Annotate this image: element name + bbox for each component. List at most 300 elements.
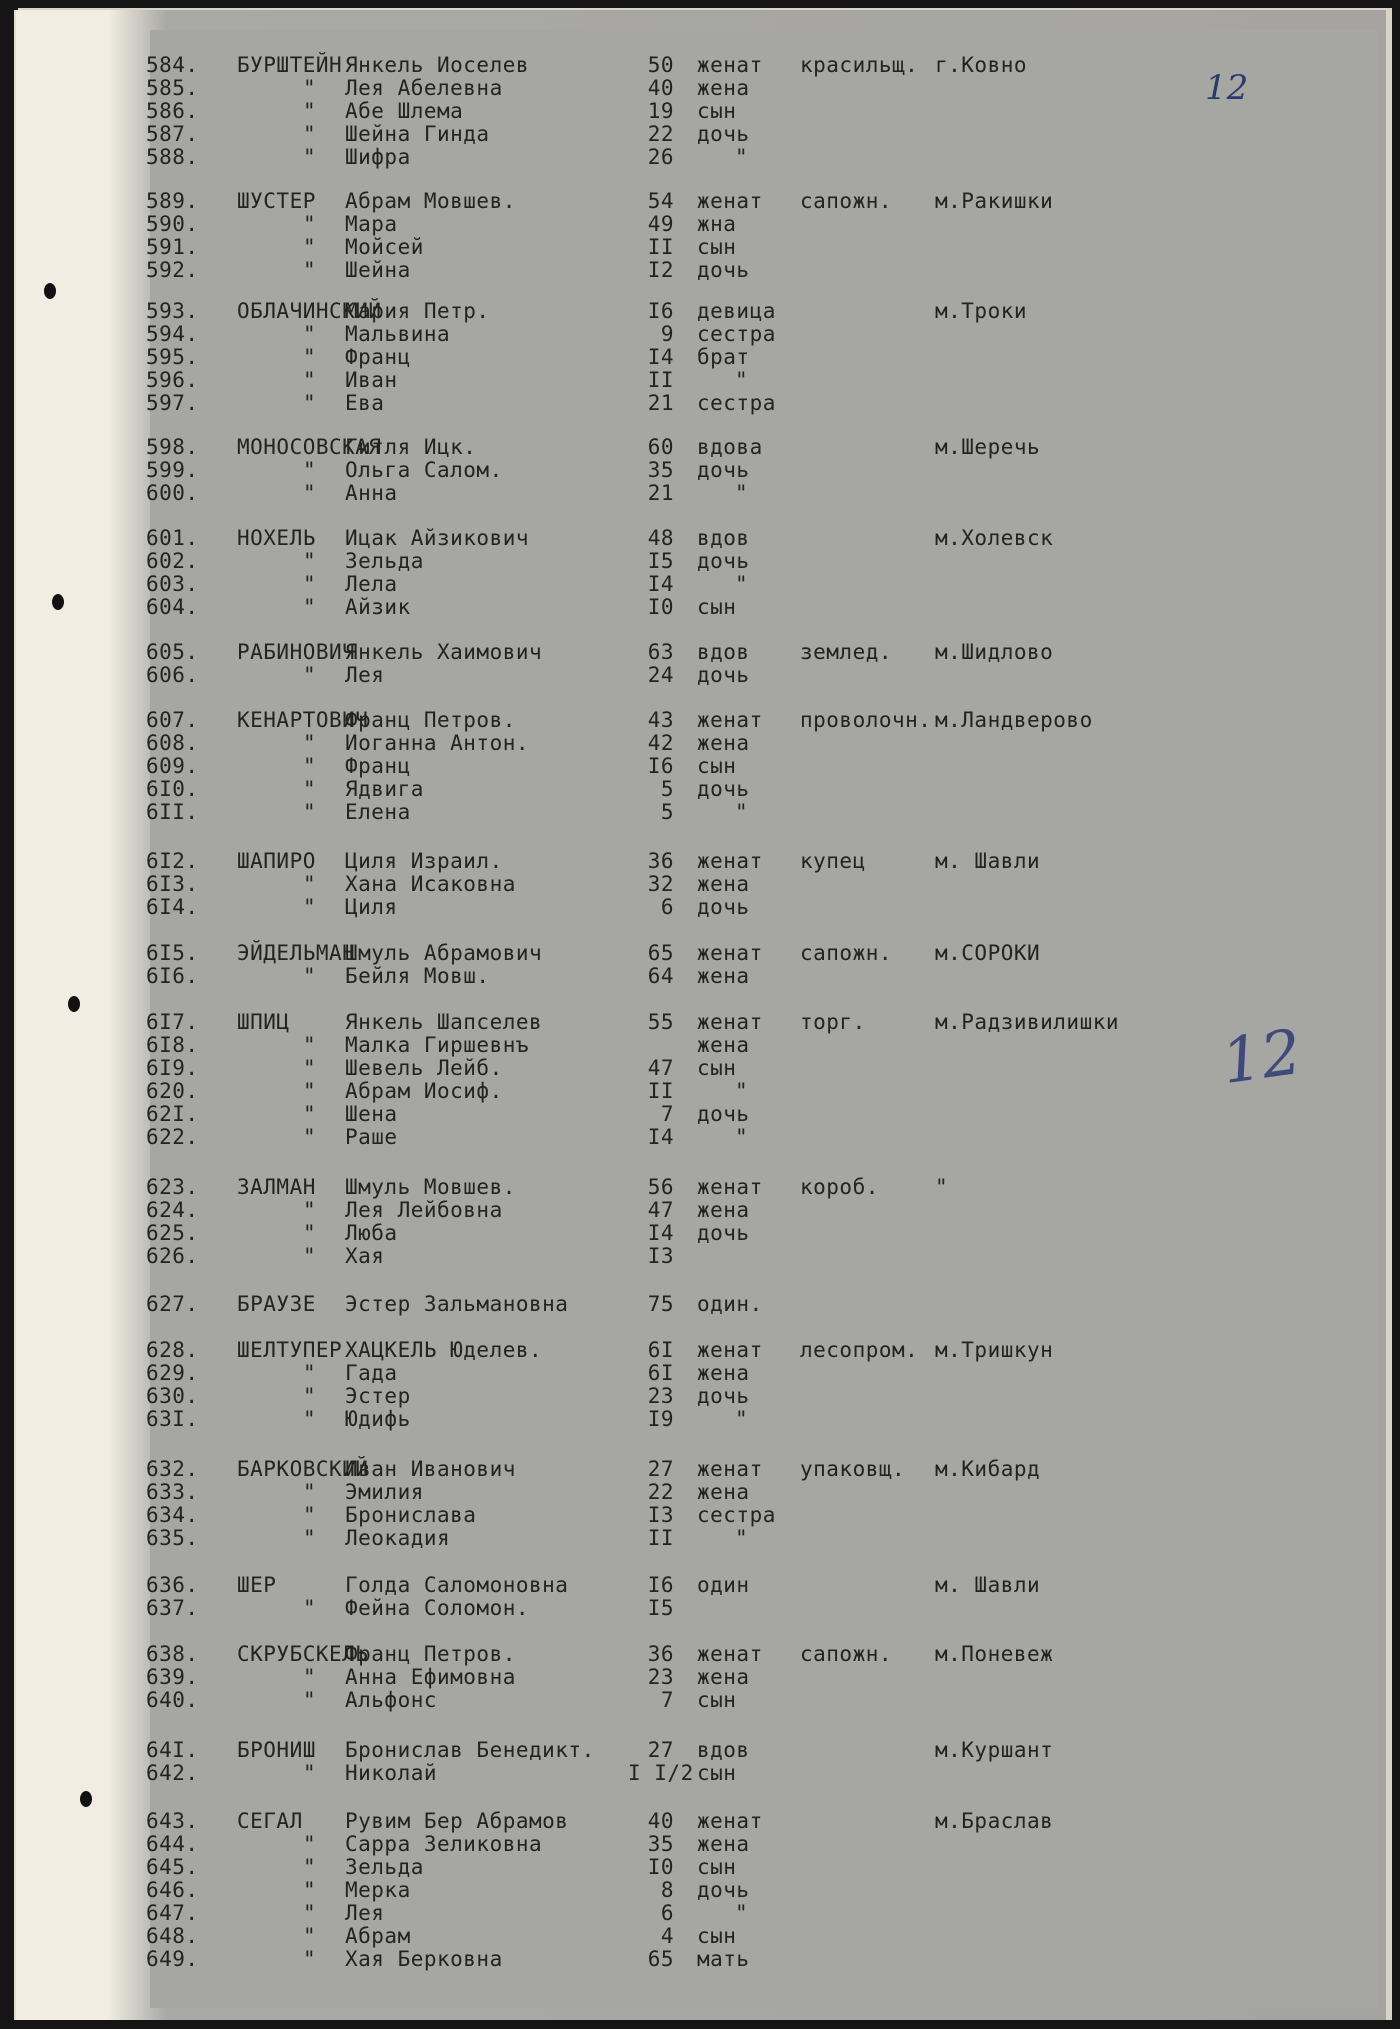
- entry-given-name: Хана Исаковна: [345, 872, 516, 896]
- entry-family-status: женат: [697, 1338, 763, 1362]
- entry-surname: ЭЙДЕЛЬМАН: [237, 941, 356, 965]
- entry-family-status: сын: [697, 1056, 737, 1080]
- register-entry: [0, 1833, 1400, 1856]
- entry-number: 633.: [146, 1480, 199, 1504]
- register-entry: [0, 1739, 1400, 1762]
- register-entry: [0, 778, 1400, 801]
- entry-age: 6I: [647, 1361, 674, 1385]
- family-group: [0, 1739, 1400, 1785]
- entry-family-status: сын: [697, 1688, 737, 1712]
- entry-family-status: дочь: [697, 122, 750, 146]
- entry-number: 605.: [146, 640, 199, 664]
- entry-number: 585.: [146, 76, 199, 100]
- entry-given-name: Шейна: [345, 258, 411, 282]
- family-group: [0, 1176, 1400, 1268]
- entry-number: 609.: [146, 754, 199, 778]
- entry-number: 601.: [146, 526, 199, 550]
- entry-family-status: мать: [697, 1947, 750, 1971]
- entry-given-name: Абе Шлема: [345, 99, 464, 123]
- entry-surname: ": [303, 731, 317, 755]
- entry-given-name: Шена: [345, 1102, 398, 1126]
- entry-occupation: упаковщ.: [800, 1457, 906, 1481]
- family-group: [0, 1458, 1400, 1550]
- entry-given-name: Елена: [345, 800, 411, 824]
- entry-surname: МОНОСОВСКАЯ: [237, 435, 382, 459]
- entry-number: 63I.: [146, 1407, 199, 1431]
- entry-number: 603.: [146, 572, 199, 596]
- entry-surname: СЕГАЛ: [237, 1809, 303, 1833]
- entry-given-name: Абрам Мовшев.: [345, 189, 516, 213]
- entry-age: II: [647, 368, 674, 392]
- entry-number: 607.: [146, 708, 199, 732]
- entry-surname: ШПИЦ: [237, 1010, 290, 1034]
- entry-age: I9: [647, 1407, 674, 1431]
- entry-number: 630.: [146, 1384, 199, 1408]
- entry-given-name: Леокадия: [345, 1526, 451, 1550]
- register-entry: [0, 1925, 1400, 1948]
- entry-family-status: дочь: [697, 458, 750, 482]
- register-entry: [0, 54, 1400, 77]
- entry-number: 6I2.: [146, 849, 199, 873]
- entry-age: I6: [647, 754, 674, 778]
- register-entry: [0, 1293, 1400, 1316]
- entry-surname: ": [303, 258, 317, 282]
- entry-given-name: Иоганна Антон.: [345, 731, 530, 755]
- entry-surname: БАРКОВСКИЙ: [237, 1457, 369, 1481]
- entry-number: 596.: [146, 368, 199, 392]
- entry-place: м.Радзивилишки: [935, 1010, 1120, 1034]
- entry-surname: ": [303, 1033, 317, 1057]
- entry-given-name: Лея: [345, 663, 385, 687]
- entry-number: 638.: [146, 1642, 199, 1666]
- entry-given-name: Шифра: [345, 145, 411, 169]
- entry-surname: ": [303, 1102, 317, 1126]
- entry-number: 6II.: [146, 800, 199, 824]
- entry-given-name: Мальвина: [345, 322, 451, 346]
- entry-age: 40: [647, 1809, 674, 1833]
- entry-surname: ": [303, 1503, 317, 1527]
- family-group: [0, 850, 1400, 919]
- entry-family-status: дочь: [697, 1878, 750, 1902]
- entry-number: 628.: [146, 1338, 199, 1362]
- entry-given-name: Анна Ефимовна: [345, 1665, 516, 1689]
- register-entry: [0, 1643, 1400, 1666]
- entry-number: 589.: [146, 189, 199, 213]
- entry-surname: ": [303, 1947, 317, 1971]
- family-group: [0, 54, 1400, 169]
- register-entry: [0, 709, 1400, 732]
- entry-age: I3: [647, 1503, 674, 1527]
- entry-given-name: Хая: [345, 1244, 385, 1268]
- entry-family-status: жена: [697, 76, 750, 100]
- entry-family-status: дочь: [697, 1102, 750, 1126]
- entry-age: 27: [647, 1738, 674, 1762]
- entry-age: I3: [647, 1244, 674, 1268]
- entry-surname: СКРУБСКЕЛЬ: [237, 1642, 369, 1666]
- register-entry: [0, 190, 1400, 213]
- family-group: [0, 1011, 1400, 1149]
- entry-given-name: Анна: [345, 481, 398, 505]
- entry-family-status: жена: [697, 1665, 750, 1689]
- entry-surname: ": [303, 663, 317, 687]
- entry-family-status: ": [735, 572, 749, 596]
- family-group: [0, 1339, 1400, 1431]
- entry-number: 598.: [146, 435, 199, 459]
- register-entry: [0, 300, 1400, 323]
- entry-age: II: [647, 1079, 674, 1103]
- entry-age: 9: [660, 322, 674, 346]
- entry-number: 595.: [146, 345, 199, 369]
- register-entry: [0, 1879, 1400, 1902]
- entry-surname: ": [303, 595, 317, 619]
- register-entry: [0, 850, 1400, 873]
- register-entry: [0, 942, 1400, 965]
- entry-number: 634.: [146, 1503, 199, 1527]
- entry-family-status: сестра: [697, 1503, 776, 1527]
- entry-family-status: один.: [697, 1292, 763, 1316]
- entry-family-status: дочь: [697, 895, 750, 919]
- entry-given-name: Ева: [345, 391, 385, 415]
- entry-family-status: ": [735, 1407, 749, 1431]
- entry-family-status: вдов: [697, 526, 750, 550]
- entry-number: 64I.: [146, 1738, 199, 1762]
- entry-given-name: Мария Петр.: [345, 299, 490, 323]
- register-entry: [0, 1176, 1400, 1199]
- entry-number: 6I8.: [146, 1033, 199, 1057]
- entry-age: 23: [647, 1384, 674, 1408]
- register-entry: [0, 573, 1400, 596]
- family-group: [0, 942, 1400, 988]
- entry-given-name: Циля: [345, 895, 398, 919]
- entry-age: I6: [647, 299, 674, 323]
- entry-family-status: ": [735, 1901, 749, 1925]
- entry-surname: БРОНИШ: [237, 1738, 316, 1762]
- entry-age: I5: [647, 549, 674, 573]
- entry-age: II: [647, 1526, 674, 1550]
- entry-number: 597.: [146, 391, 199, 415]
- entry-age: 47: [647, 1056, 674, 1080]
- entry-given-name: Ядвига: [345, 777, 424, 801]
- entry-number: 622.: [146, 1125, 199, 1149]
- entry-family-status: брат: [697, 345, 750, 369]
- entry-number: 636.: [146, 1573, 199, 1597]
- entry-age: 40: [647, 76, 674, 100]
- register-entry: [0, 1504, 1400, 1527]
- entry-place: ": [935, 1175, 949, 1199]
- entry-surname: ": [303, 458, 317, 482]
- entry-place: м.Ракишки: [935, 189, 1054, 213]
- register-entry: [0, 596, 1400, 619]
- entry-surname: ": [303, 235, 317, 259]
- entry-age: II: [647, 235, 674, 259]
- entry-given-name: Гада: [345, 1361, 398, 1385]
- entry-age: 21: [647, 391, 674, 415]
- register-entry: [0, 259, 1400, 282]
- entry-age: 43: [647, 708, 674, 732]
- register-entry: [0, 1481, 1400, 1504]
- entry-age: 6I: [647, 1338, 674, 1362]
- register-entry: [0, 1948, 1400, 1971]
- entry-given-name: Голда Саломоновна: [345, 1573, 569, 1597]
- entry-surname: ": [303, 391, 317, 415]
- entry-given-name: Альфонс: [345, 1688, 438, 1712]
- register-entry: [0, 527, 1400, 550]
- entry-number: 594.: [146, 322, 199, 346]
- entry-age: 22: [647, 122, 674, 146]
- entry-given-name: Франц Петров.: [345, 708, 516, 732]
- entry-given-name: Шевель Лейб.: [345, 1056, 503, 1080]
- entry-number: 648.: [146, 1924, 199, 1948]
- entry-number: 642.: [146, 1761, 199, 1785]
- entry-given-name: Мойсей: [345, 235, 424, 259]
- entry-place: м.Браслав: [935, 1809, 1054, 1833]
- entry-number: 592.: [146, 258, 199, 282]
- register-entry: [0, 1689, 1400, 1712]
- entry-surname: КЕНАРТОВИЧ: [237, 708, 369, 732]
- entry-family-status: женат: [697, 1010, 763, 1034]
- register-entry: [0, 1666, 1400, 1689]
- entry-surname: ЗАЛМАН: [237, 1175, 316, 1199]
- entry-age: 47: [647, 1198, 674, 1222]
- entry-given-name: Юдифь: [345, 1407, 411, 1431]
- entry-age: 24: [647, 663, 674, 687]
- entry-number: 6I9.: [146, 1056, 199, 1080]
- entry-given-name: Люба: [345, 1221, 398, 1245]
- entry-given-name: Янкель Шапселев: [345, 1010, 543, 1034]
- entry-number: 620.: [146, 1079, 199, 1103]
- entry-given-name: Раше: [345, 1125, 398, 1149]
- entry-given-name: Франц: [345, 345, 411, 369]
- register-entry: [0, 1527, 1400, 1550]
- entry-family-status: ": [735, 481, 749, 505]
- entry-number: 6I3.: [146, 872, 199, 896]
- entry-number: 649.: [146, 1947, 199, 1971]
- register-entry: [0, 755, 1400, 778]
- entry-age: 65: [647, 1947, 674, 1971]
- entry-age: I4: [647, 1221, 674, 1245]
- entry-surname: ШУСТЕР: [237, 189, 316, 213]
- entry-number: 604.: [146, 595, 199, 619]
- entry-given-name: Зельда: [345, 549, 424, 573]
- entry-surname: ": [303, 1384, 317, 1408]
- entry-occupation: проволочн.: [800, 708, 932, 732]
- entry-age: 50: [647, 53, 674, 77]
- register-entry: [0, 1902, 1400, 1925]
- entry-age: 26: [647, 145, 674, 169]
- entry-number: 627.: [146, 1292, 199, 1316]
- entry-family-status: сын: [697, 1855, 737, 1879]
- entry-number: 646.: [146, 1878, 199, 1902]
- register-entry: [0, 1245, 1400, 1268]
- entry-age: 36: [647, 849, 674, 873]
- family-group: [0, 1643, 1400, 1712]
- entry-family-status: дочь: [697, 1384, 750, 1408]
- entry-age: 48: [647, 526, 674, 550]
- entry-surname: ": [303, 1056, 317, 1080]
- entry-given-name: Шмуль Абрамович: [345, 941, 543, 965]
- entry-age: 75: [647, 1292, 674, 1316]
- entry-family-status: жена: [697, 1198, 750, 1222]
- entry-surname: ": [303, 1924, 317, 1948]
- entry-place: м.Шидлово: [935, 640, 1054, 664]
- family-group: [0, 1810, 1400, 1971]
- entry-given-name: Абрам: [345, 1924, 411, 1948]
- entry-family-status: дочь: [697, 549, 750, 573]
- entry-given-name: Эмилия: [345, 1480, 424, 1504]
- register-entry: [0, 664, 1400, 687]
- entry-number: 626.: [146, 1244, 199, 1268]
- entry-family-status: ": [735, 1125, 749, 1149]
- entry-family-status: жена: [697, 1033, 750, 1057]
- entry-number: 647.: [146, 1901, 199, 1925]
- entry-given-name: Сарра Зеликовна: [345, 1832, 543, 1856]
- entry-age: 42: [647, 731, 674, 755]
- entry-occupation: красильщ.: [800, 53, 919, 77]
- entry-age: 23: [647, 1665, 674, 1689]
- entry-number: 645.: [146, 1855, 199, 1879]
- entry-surname: ": [303, 1761, 317, 1785]
- register-entry: [0, 1762, 1400, 1785]
- entry-surname: РАБИНОВИЧ: [237, 640, 356, 664]
- entry-place: м.Шеречь: [935, 435, 1041, 459]
- register-entry: [0, 732, 1400, 755]
- entry-surname: ": [303, 1832, 317, 1856]
- register-entry: [0, 1385, 1400, 1408]
- entry-given-name: Абрам Иосиф.: [345, 1079, 503, 1103]
- entry-age: 36: [647, 1642, 674, 1666]
- entry-surname: ": [303, 964, 317, 988]
- entry-surname: ": [303, 1480, 317, 1504]
- entry-family-status: женат: [697, 189, 763, 213]
- entry-given-name: Ицак Айзикович: [345, 526, 530, 550]
- entry-family-status: дочь: [697, 1221, 750, 1245]
- entry-age: 35: [647, 458, 674, 482]
- entry-surname: ШАПИРО: [237, 849, 316, 873]
- entry-given-name: Малка Гиршевнъ: [345, 1033, 530, 1057]
- entry-place: м.Ландверово: [935, 708, 1093, 732]
- register-entry: [0, 873, 1400, 896]
- entry-number: 624.: [146, 1198, 199, 1222]
- entry-given-name: Эстер: [345, 1384, 411, 1408]
- entry-family-status: сестра: [697, 322, 776, 346]
- family-group: [0, 1574, 1400, 1620]
- entry-number: 632.: [146, 1457, 199, 1481]
- entry-surname: ": [303, 549, 317, 573]
- entry-surname: ": [303, 1526, 317, 1550]
- handwritten-page-number: 12: [1205, 68, 1249, 108]
- entry-age: 64: [647, 964, 674, 988]
- entry-place: м.Тришкун: [935, 1338, 1054, 1362]
- entry-surname: ": [303, 345, 317, 369]
- entry-place: г.Ковно: [935, 53, 1028, 77]
- entry-age: 63: [647, 640, 674, 664]
- entry-given-name: Иван Иванович: [345, 1457, 516, 1481]
- entry-given-name: ХАЦКЕЛЬ Юделев.: [345, 1338, 543, 1362]
- family-group: [0, 1293, 1400, 1316]
- entry-age: 60: [647, 435, 674, 459]
- entry-surname: ": [303, 895, 317, 919]
- entry-given-name: Фейна Соломон.: [345, 1596, 530, 1620]
- entry-surname: ": [303, 1079, 317, 1103]
- entry-family-status: ": [735, 368, 749, 392]
- entry-surname: ": [303, 1244, 317, 1268]
- register-entry: [0, 459, 1400, 482]
- register-entry: [0, 1408, 1400, 1431]
- entry-occupation: сапожн.: [800, 189, 893, 213]
- entry-surname: ": [303, 481, 317, 505]
- entry-place: м. Шавли: [935, 1573, 1041, 1597]
- entry-surname: ": [303, 1688, 317, 1712]
- entry-given-name: Эстер Зальмановна: [345, 1292, 569, 1316]
- entry-age: 27: [647, 1457, 674, 1481]
- register-entry: [0, 146, 1400, 169]
- entry-family-status: жена: [697, 1361, 750, 1385]
- entry-given-name: Шмуль Мовшев.: [345, 1175, 516, 1199]
- entry-age: 7: [660, 1102, 674, 1126]
- entry-age: I4: [647, 345, 674, 369]
- entry-family-status: девица: [697, 299, 776, 323]
- entry-number: 602.: [146, 549, 199, 573]
- entry-age: 49: [647, 212, 674, 236]
- entry-age: I0: [647, 595, 674, 619]
- entry-family-status: женат: [697, 1457, 763, 1481]
- entry-number: 593.: [146, 299, 199, 323]
- entry-family-status: жена: [697, 1832, 750, 1856]
- entry-family-status: женат: [697, 1175, 763, 1199]
- register-entry: [0, 369, 1400, 392]
- register-entry: [0, 346, 1400, 369]
- entry-given-name: Лея Лейбовна: [345, 1198, 503, 1222]
- register-entry: [0, 100, 1400, 123]
- entry-number: 643.: [146, 1809, 199, 1833]
- entry-given-name: Янкель Иоселев: [345, 53, 530, 77]
- register-entry: [0, 1080, 1400, 1103]
- entry-number: 590.: [146, 212, 199, 236]
- register-entry: [0, 1199, 1400, 1222]
- entry-number: 586.: [146, 99, 199, 123]
- entry-number: 6I5.: [146, 941, 199, 965]
- family-group: [0, 300, 1400, 415]
- entry-surname: НОХЕЛЬ: [237, 526, 316, 550]
- entry-surname: ": [303, 1198, 317, 1222]
- entry-surname: БРАУЗЕ: [237, 1292, 316, 1316]
- register-entry: [0, 1011, 1400, 1034]
- entry-surname: ": [303, 322, 317, 346]
- entry-family-status: сестра: [697, 391, 776, 415]
- entry-age: I6: [647, 1573, 674, 1597]
- entry-number: 591.: [146, 235, 199, 259]
- entry-surname: ": [303, 145, 317, 169]
- register-entry: [0, 801, 1400, 824]
- entry-number: 644.: [146, 1832, 199, 1856]
- register-entry: [0, 1856, 1400, 1879]
- entry-given-name: Гитля Ицк.: [345, 435, 477, 459]
- entry-surname: ": [303, 122, 317, 146]
- handwritten-margin-number: 12: [1217, 1014, 1306, 1099]
- entry-occupation: землед.: [800, 640, 893, 664]
- entry-age: I4: [647, 1125, 674, 1149]
- entry-surname: ": [303, 212, 317, 236]
- entry-surname: ": [303, 99, 317, 123]
- entry-surname: ": [303, 800, 317, 824]
- register-entry: [0, 1458, 1400, 1481]
- entry-given-name: Лея Абелевна: [345, 76, 503, 100]
- entry-age: I2: [647, 258, 674, 282]
- entry-place: м.Поневеж: [935, 1642, 1054, 1666]
- entry-given-name: Ольга Салом.: [345, 458, 503, 482]
- entry-age: I I/2: [628, 1761, 694, 1785]
- register-entry: [0, 1339, 1400, 1362]
